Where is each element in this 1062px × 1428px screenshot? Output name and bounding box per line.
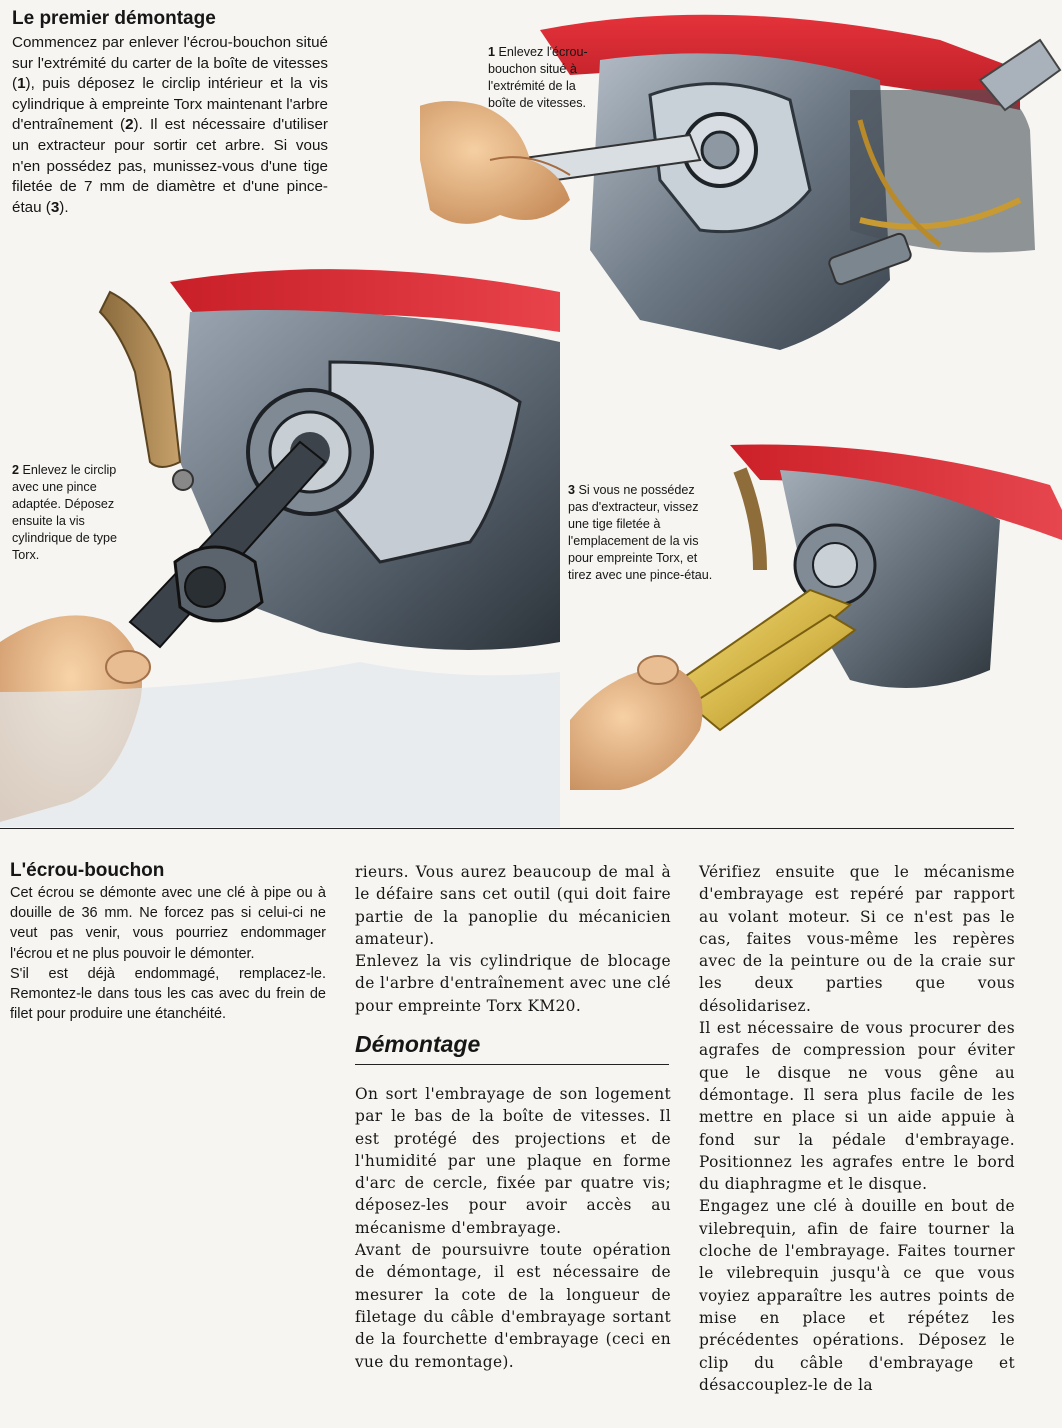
caption-3: 3 Si vous ne possédez pas d'extracteur, vissez une tige filetée à l'emplacement de la vis pour empreinte Torx, et tirez avec une pince-étau. — [568, 483, 713, 582]
paragraph: Il est nécessaire de vous procurer des agrafes de compression pour éviter que le disque ne vous gêne au démontage. Il sera plus facile de les mettre en place si un aide appuie à fond sur la pédale d'embrayage. Positionnez les agrafes entre le bord du diaphragme et le disque. — [699, 1019, 1015, 1194]
sidebar-paragraph: S'il est déjà endommagé, remplacez-le. Remontez-le dans tous les cas avec du frein de filet pour produire une étanchéité. — [10, 965, 326, 1023]
caption-1: 1 Enlevez l'écrou-bouchon situé à l'extrémité de la boîte de vitesses. — [488, 45, 588, 110]
paragraph: Enlevez la vis cylindrique de blocage de l'arbre d'entraînement avec une clé pour empreinte Torx KM20. — [355, 952, 671, 1015]
heading-rule — [355, 1064, 669, 1065]
paragraph: On sort l'embrayage de son logement par le bas de la boîte de vitesses. Il est protégé des projections et de l'humidité par une plaque en forme d'arc de cercle, fixée par quatre vis; déposez-les pour avoir accès au mécanisme d'embrayage. — [355, 1085, 671, 1237]
intro-paragraph: Commencez par enlever l'écrou-bouchon situé sur l'extrémité du carter de la boîte de vitesses (1), puis déposez le circlip intérieur et la vis cylindrique à empreinte Torx maintenant l'arbre d'entraînement (2). Il est nécessaire d'utiliser un extracteur pour sortir cet arbre. Si vous n'en possédez pas, munissez-vous d'une tige filetée de 7 mm de diamètre et d'une pince-étau (3). — [12, 34, 328, 216]
column-2-bottom — [355, 1083, 671, 1373]
paragraph: rieurs. Vous aurez beaucoup de mal à le défaire sans cet outil (qui doit faire partie de la panoplie du mécanicien amateur). — [355, 863, 671, 948]
paragraph: Engagez une clé à douille en bout de vilebrequin, afin de faire tourner la cloche de l'embrayage. Faites tourner le vilebrequin jusqu'à ce que vous voyiez apparaître les autres points de mise en place et répétez les précédentes opérations. Déposez le clip du câble d'embrayage et désaccouplez-le de la — [699, 1197, 1015, 1394]
sidebar-text — [10, 883, 326, 1024]
column-3 — [699, 861, 1015, 1396]
sidebar-paragraph: Cet écrou se démonte avec une clé à pipe ou à douille de 36 mm. Ne forcez pas si celui-ci ne veut pas venir, vous pourriez endommager l'écrou et ne plus pouvoir le démonter. — [10, 885, 326, 962]
section-divider — [0, 828, 1014, 829]
intro-title: Le premier démontage — [12, 8, 216, 29]
caption-2: 2 Enlevez le circlip avec une pince adaptée. Déposez ensuite la vis cylindrique de type Torx. — [12, 463, 118, 562]
sidebar-title: L'écrou-bouchon — [10, 860, 165, 881]
column-2-top — [355, 861, 671, 1017]
section-heading-demontage: Démontage — [355, 1031, 481, 1057]
paragraph: Avant de poursuivre toute opération de démontage, il est nécessaire de mesurer la cote de la longueur de filetage du câble d'embrayage sortant de la fourchette d'embrayage (ceci en vue du remontage). — [355, 1241, 671, 1371]
paragraph: Vérifiez ensuite que le mécanisme d'embrayage est repéré par rapport au volant moteur. Si ce n'est pas le cas, faites vous-même les repères avec de la peinture ou de la craie sur les deux parties que vous désolidarisez. — [699, 863, 1015, 1015]
